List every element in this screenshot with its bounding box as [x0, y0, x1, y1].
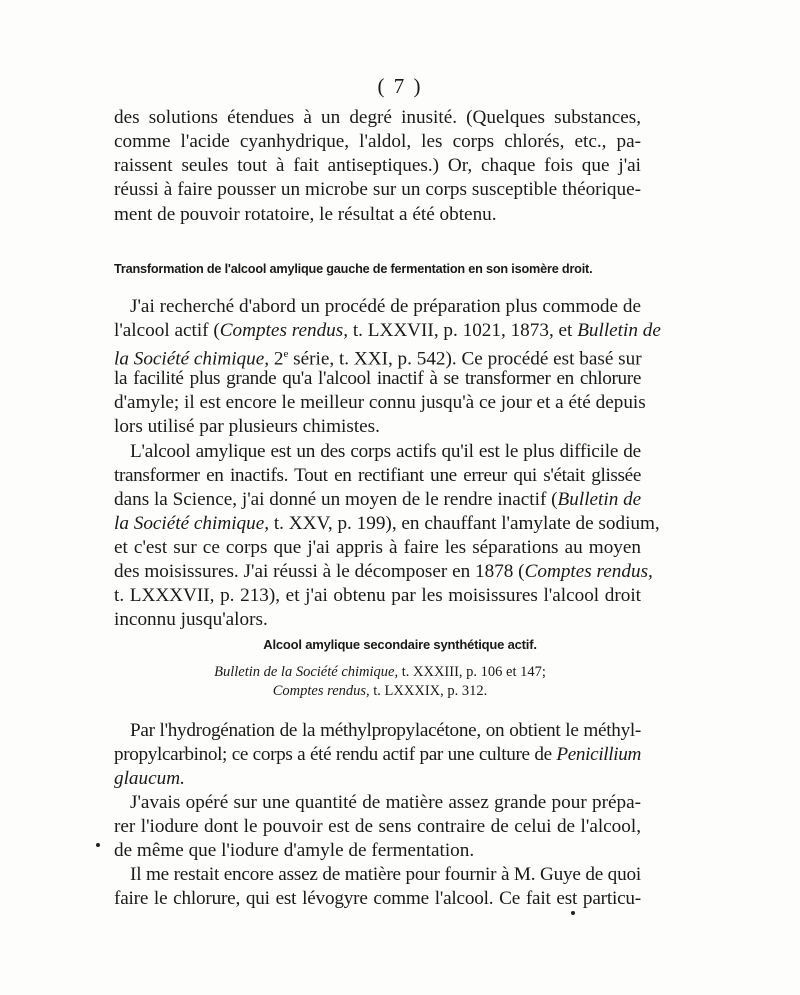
text-line: glaucum.	[114, 768, 185, 789]
text-line: dans la Science, j'ai donné un moyen de le rendre inactif (Bulletin de	[114, 489, 642, 510]
citation-line: Bulletin de la Société chimique, t. XXXIII, p. 106 et 147;	[214, 664, 546, 680]
text-line: rer l'iodure dont le pouvoir est de sens contraire de celui de l'alcool,	[114, 816, 641, 837]
text-line: des moisissures. J'ai réussi à le décomposer en 1878 (Comptes rendus,	[114, 561, 653, 582]
text-line: Par l'hydrogénation de la méthylpropylacétone, on obtient le méthyl-	[130, 720, 641, 741]
text-line: et c'est sur ce corps que j'ai appris à faire les séparations au moyen	[114, 537, 641, 558]
text-line: l'alcool actif (Comptes rendus, t. LXXVII, p. 1021, 1873, et Bulletin de	[114, 320, 661, 341]
text-line: faire le chlorure, qui est lévogyre comme l'alcool. Ce fait est particu-	[114, 888, 641, 909]
text-line: J'avais opéré sur une quantité de matière assez grande pour prépa-	[130, 792, 641, 813]
ink-speck	[571, 911, 575, 915]
text-line: t. LXXXVII, p. 213), et j'ai obtenu par les moisissures l'alcool droit	[114, 585, 641, 606]
text-line: inconnu jusqu'alors.	[114, 609, 268, 630]
text-line: la Société chimique, 2e série, t. XXI, p. 542). Ce procédé est basé sur	[114, 348, 642, 370]
section-subheading: Alcool amylique secondaire synthétique actif.	[263, 637, 537, 652]
text-line: des solutions étendues à un degré inusité. (Quelques substances,	[114, 107, 641, 128]
section-heading: Transformation de l'alcool amylique gauche de fermentation en son isomère droit.	[114, 262, 593, 276]
ink-speck	[96, 843, 100, 847]
text-line: Il me restait encore assez de matière pour fournir à M. Guye de quoi	[130, 864, 641, 885]
text-line: la Société chimique, t. XXV, p. 199), en chauffant l'amylate de sodium,	[114, 513, 660, 534]
text-line: propylcarbinol; ce corps a été rendu actif par une culture de Penicillium	[114, 744, 641, 765]
text-line: ment de pouvoir rotatoire, le résultat a été obtenu.	[114, 204, 497, 225]
text-line: L'alcool amylique est un des corps actifs qu'il est le plus difficile de	[130, 441, 641, 462]
text-line: comme l'acide cyanhydrique, l'aldol, les corps chlorés, etc., pa-	[114, 131, 641, 152]
citation-line: Comptes rendus, t. LXXXIX, p. 312.	[272, 683, 488, 699]
text-line: la facilité plus grande qu'a l'alcool inactif à se transformer en chlorure	[114, 368, 641, 389]
text-line: réussi à faire pousser un microbe sur un corps susceptible théorique-	[114, 179, 641, 200]
text-line: raissent seules tout à fait antiseptiques.) Or, chaque fois que j'ai	[114, 155, 641, 176]
text-line: transformer en inactifs. Tout en rectifiant une erreur qui s'était glissée	[114, 465, 641, 486]
text-line: de même que l'iodure d'amyle de fermentation.	[114, 840, 475, 861]
page-number: ( 7 )	[377, 74, 423, 98]
text-line: J'ai recherché d'abord un procédé de préparation plus commode de	[130, 296, 641, 317]
text-line: d'amyle; il est encore le meilleur connu jusqu'à ce jour et a été depuis	[114, 392, 646, 413]
text-line: lors utilisé par plusieurs chimistes.	[114, 416, 380, 437]
